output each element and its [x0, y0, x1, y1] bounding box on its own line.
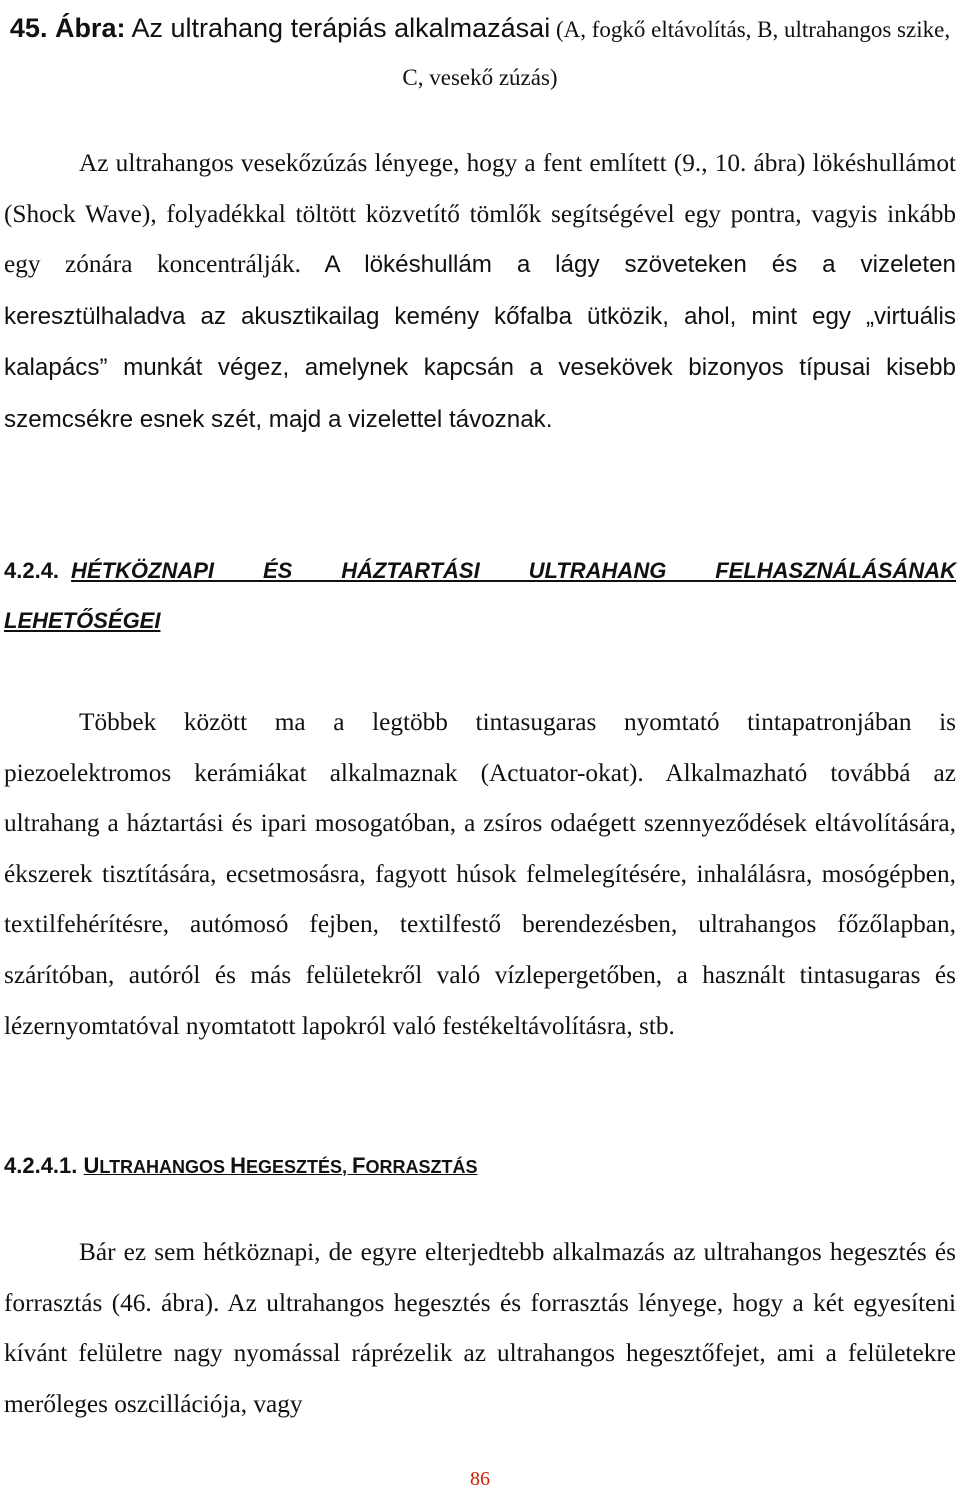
section-heading-4-2-4	[4, 546, 956, 646]
figure-caption	[4, 4, 956, 102]
subsection-title: ULTRAHANGOS HEGESZTÉS, FORRASZTÁS	[83, 1153, 478, 1178]
section-title: HÉTKÖZNAPI ÉS HÁZTARTÁSI ULTRAHANG FELHASZNÁLÁSÁNAK LEHETŐSÉGEI	[4, 558, 956, 633]
figure-label: 45. Ábra:	[9, 13, 126, 43]
paragraph-household-ultrasound: Többek között ma a legtöbb tintasugaras nyomtató tintapatronjában is piezoelektromos kerámiákat alkalmaznak (Actuator-okat). Alkalmazható továbbá az ultrahang a háztartási és ipari mosogatóban, a zsíros odaégett szennyeződések eltávolítására, ékszerek tisztítására, ecsetmosásra, fagyott húsok felmelegítésére, inhalálásra, mosógépben, textilfehérítésre, autómosó fejben, textilfestő berendezésben, ultrahangos főzőlapban, szárítóban, autóról és más felületekről való vízlepergetőben, a használt tintasugaras és lézernyomtatóval nyomtatott lapokról való festékeltávolításra, stb.	[4, 708, 956, 1040]
figure-subtitle: (A, fogkő eltávolítás, B, ultrahangos szike, C, vesekő zúzás)	[402, 17, 951, 90]
figure-title: Az ultrahang terápiás alkalmazásai	[125, 13, 551, 43]
paragraph-lithotripsy-serif: Az ultrahangos vesekőzúzás lényege, hogy a fent említett (9., 10. ábra) lökéshullámot (Shock Wave), folyadékkal töltött közvetítő tömlők segítségével egy pontra, vagyis inkább egy zónára koncentrálják.	[4, 149, 956, 279]
subsection-number: 4.2.4.1.	[4, 1153, 84, 1178]
section-number: 4.2.4.	[4, 558, 60, 583]
paragraph-ultrasonic-welding: Bár ez sem hétköznapi, de egyre elterjedtebb alkalmazás az ultrahangos hegesztés és forrasztás (46. ábra). Az ultrahangos hegesztés és forrasztás lényege, hogy a két egyesíteni kívánt felületre nagy nyomással ráprézelik az ultrahangos hegesztőfejet, ami a felületekre merőleges oszcillációja, vagy	[4, 1238, 956, 1418]
section-heading-4-2-4-1	[4, 1146, 956, 1187]
paragraph-lithotripsy	[4, 138, 956, 446]
paragraph-lithotripsy-sans: A lökéshullám a lágy szöveteken és a vizeleten keresztülhaladva az akusztikailag kemény kőfalba ütközik, ahol, mint egy „virtuális kalapács” munkát végez, amelynek kapcsán a vesekövek bizonyos típusai kisebb szemcsékre esnek szét, majd a vizelettel távoznak.	[4, 251, 956, 433]
page-number: 86	[470, 1468, 490, 1490]
